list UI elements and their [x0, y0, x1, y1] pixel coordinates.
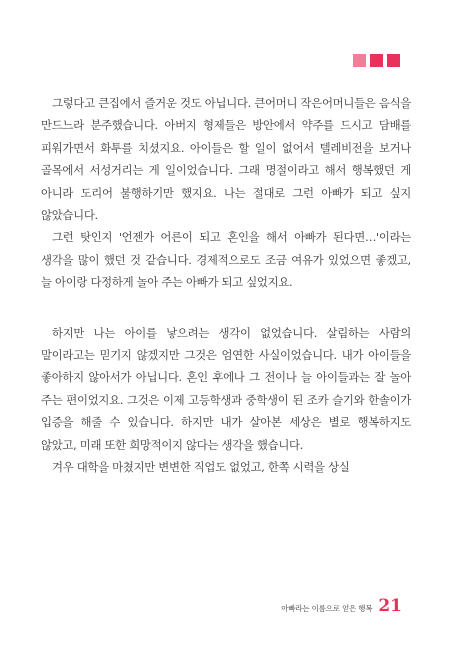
paragraph-1: 그렇다고 큰집에서 즐거운 것도 아닙니다. 큰어머니 작은어머니들은 음식을 만드느라 분주했습니다. 아버지 형제들은 방안에서 약주를 드시고 담배를 피워가면서 화투를 치셨지요. 아이들은 할 일이 없어서 텔레비전을 보거나 골목에서 서성거리는 게 일이었습니다. 그래 명절이라고 해서 행복했던 게 아니라 도리어 불행하기만 했지요. 나는 절대로 그런 아빠가 되고 싶지 않았습니다.	[41, 96, 411, 223]
accent-square-2	[370, 54, 383, 67]
body-text	[41, 92, 411, 479]
page-number: 21	[378, 596, 402, 616]
page-corner-marks	[353, 54, 400, 67]
paragraph-4: 겨우 대학을 마쳤지만 변변한 직업도 없었고, 한쪽 시력을 상실	[52, 460, 350, 475]
accent-square-3	[387, 54, 400, 67]
accent-square-1	[353, 54, 366, 67]
running-title: 아빠라는 이름으로 얻은 행복	[281, 604, 373, 613]
page-footer	[281, 598, 402, 615]
paragraph-3: 하지만 나는 아이를 낳으려는 생각이 없었습니다. 살림하는 사람의 말이라고는 믿기지 않겠지만 그것은 엄연한 사실이었습니다. 내가 아이들을 좋아하지 않아서가 아닙니다. 혼인 후에나 그 전이나 늘 아이들과는 잘 놀아 주는 편이었지요. 그것은 이제 고등학생과 중학생이 된 조카 슬기와 한솔이가 입증을 해줄 수 있습니다. 하지만 내가 살아본 세상은 별로 행복하지도 않았고, 미래 또한 희망적이지 않다는 생각을 했습니다.	[41, 325, 411, 452]
paragraph-2: 그런 탓인지 '언젠가 어른이 되고 혼인을 해서 아빠가 된다면…'이라는 생각을 많이 했던 것 같습니다. 경제적으로도 조금 여유가 있었으면 좋겠고, 늘 아이랑 다정하게 놀아 주는 아빠가 되고 싶었지요.	[41, 230, 411, 290]
